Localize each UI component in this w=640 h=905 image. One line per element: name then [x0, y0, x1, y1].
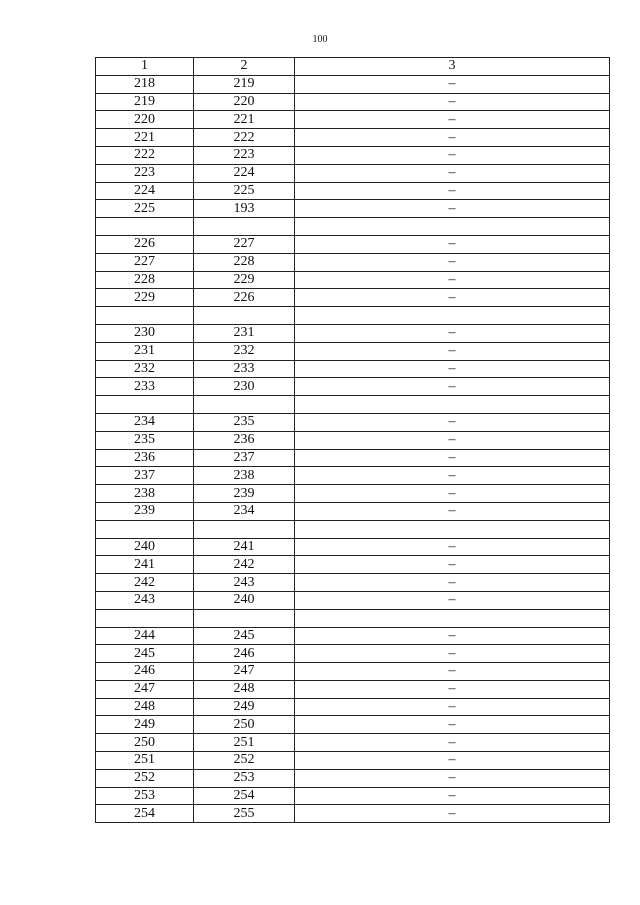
table-cell-col-2: 248: [194, 680, 295, 698]
table-cell-col-1: 254: [96, 805, 194, 823]
table-cell-col-3: [295, 520, 610, 538]
table-cell-col-3: –: [295, 805, 610, 823]
table-row: [96, 591, 610, 609]
table-cell-col-2: 220: [194, 93, 295, 111]
table-cell-col-3: –: [295, 324, 610, 342]
table-row: [96, 324, 610, 342]
table-cell-col-1: 253: [96, 787, 194, 805]
table-row: [96, 556, 610, 574]
table-row: [96, 271, 610, 289]
table-row: [96, 627, 610, 645]
header-cell-3: 3: [295, 58, 610, 76]
table-cell-col-3: –: [295, 235, 610, 253]
table-cell-col-2: [194, 307, 295, 325]
table-row: [96, 787, 610, 805]
table-cell-col-3: –: [295, 574, 610, 592]
table-row: [96, 378, 610, 396]
table-row: [96, 413, 610, 431]
table-cell-col-1: 227: [96, 253, 194, 271]
table-cell-col-2: 255: [194, 805, 295, 823]
table-row: [96, 182, 610, 200]
table-row: [96, 360, 610, 378]
table-row: [96, 307, 610, 325]
table-cell-col-1: 244: [96, 627, 194, 645]
table-cell-col-1: 246: [96, 663, 194, 681]
table-cell-col-1: 238: [96, 485, 194, 503]
table-cell-col-2: 252: [194, 752, 295, 770]
table-cell-col-3: –: [295, 253, 610, 271]
table-cell-col-3: [295, 396, 610, 414]
table-cell-col-1: 234: [96, 413, 194, 431]
table-cell-col-3: –: [295, 734, 610, 752]
table-row: [96, 663, 610, 681]
table-cell-col-1: 243: [96, 591, 194, 609]
table-cell-col-2: 232: [194, 342, 295, 360]
table-cell-col-1: 237: [96, 467, 194, 485]
table-cell-col-3: –: [295, 680, 610, 698]
table-cell-col-3: –: [295, 164, 610, 182]
header-cell-2: 2: [194, 58, 295, 76]
table-cell-col-2: 249: [194, 698, 295, 716]
table-cell-col-1: 242: [96, 574, 194, 592]
table-row: [96, 538, 610, 556]
table-cell-col-1: 218: [96, 75, 194, 93]
table-cell-col-2: 227: [194, 235, 295, 253]
table-cell-col-1: 231: [96, 342, 194, 360]
table-cell-col-2: 231: [194, 324, 295, 342]
table-cell-col-2: 241: [194, 538, 295, 556]
table-cell-col-1: 223: [96, 164, 194, 182]
table-cell-col-2: [194, 218, 295, 236]
table-row: [96, 752, 610, 770]
table-cell-col-1: [96, 520, 194, 538]
table-cell-col-2: 239: [194, 485, 295, 503]
table-cell-col-2: 223: [194, 146, 295, 164]
table-row: [96, 218, 610, 236]
table-cell-col-3: –: [295, 75, 610, 93]
table-cell-col-2: 237: [194, 449, 295, 467]
table-cell-col-1: 229: [96, 289, 194, 307]
table-cell-col-2: 229: [194, 271, 295, 289]
table-row: [96, 645, 610, 663]
table-cell-col-1: 236: [96, 449, 194, 467]
table-cell-col-1: 224: [96, 182, 194, 200]
table-cell-col-1: 252: [96, 769, 194, 787]
table-row: [96, 805, 610, 823]
table-cell-col-3: –: [295, 111, 610, 129]
table-cell-col-2: 240: [194, 591, 295, 609]
table-cell-col-3: –: [295, 200, 610, 218]
table-cell-col-1: 248: [96, 698, 194, 716]
page-number: 100: [312, 34, 328, 45]
table-cell-col-2: 230: [194, 378, 295, 396]
table-cell-col-1: 239: [96, 502, 194, 520]
data-table: [95, 57, 610, 823]
table-cell-col-2: [194, 609, 295, 627]
table-row: [96, 75, 610, 93]
table-row: [96, 716, 610, 734]
table-row: [96, 574, 610, 592]
table-cell-col-3: [295, 307, 610, 325]
table-cell-col-2: 222: [194, 129, 295, 147]
table-cell-col-1: 250: [96, 734, 194, 752]
table-row: [96, 734, 610, 752]
table-cell-col-2: [194, 520, 295, 538]
table-cell-col-1: 251: [96, 752, 194, 770]
table-cell-col-3: –: [295, 93, 610, 111]
table-cell-col-2: [194, 396, 295, 414]
table-cell-col-1: 247: [96, 680, 194, 698]
table-cell-col-3: –: [295, 752, 610, 770]
table-row: [96, 680, 610, 698]
table-row: [96, 467, 610, 485]
table-cell-col-3: –: [295, 485, 610, 503]
table-cell-col-2: 250: [194, 716, 295, 734]
table-cell-col-3: –: [295, 342, 610, 360]
table-cell-col-1: 221: [96, 129, 194, 147]
table-cell-col-2: 235: [194, 413, 295, 431]
table-cell-col-1: 233: [96, 378, 194, 396]
table-row: [96, 253, 610, 271]
table-cell-col-3: –: [295, 787, 610, 805]
table-cell-col-2: 193: [194, 200, 295, 218]
table-cell-col-2: 245: [194, 627, 295, 645]
table-cell-col-3: –: [295, 129, 610, 147]
table-cell-col-1: 249: [96, 716, 194, 734]
table-cell-col-2: 243: [194, 574, 295, 592]
table-cell-col-3: –: [295, 378, 610, 396]
table-body: [96, 58, 610, 823]
header-cell-1: 1: [96, 58, 194, 76]
table-cell-col-1: 232: [96, 360, 194, 378]
table-cell-col-2: 233: [194, 360, 295, 378]
table-cell-col-1: 228: [96, 271, 194, 289]
table-row: [96, 769, 610, 787]
table-cell-col-2: 242: [194, 556, 295, 574]
table-cell-col-2: 225: [194, 182, 295, 200]
table-cell-col-2: 228: [194, 253, 295, 271]
table-row: [96, 485, 610, 503]
table-cell-col-2: 221: [194, 111, 295, 129]
table-cell-col-3: –: [295, 627, 610, 645]
table-cell-col-2: 226: [194, 289, 295, 307]
table-cell-col-1: [96, 218, 194, 236]
table-cell-col-2: 251: [194, 734, 295, 752]
table-cell-col-2: 253: [194, 769, 295, 787]
table-cell-col-1: 245: [96, 645, 194, 663]
table-row: [96, 200, 610, 218]
table-cell-col-3: –: [295, 645, 610, 663]
table-cell-col-1: 241: [96, 556, 194, 574]
table-cell-col-1: [96, 396, 194, 414]
table-row: [96, 396, 610, 414]
table-cell-col-2: 246: [194, 645, 295, 663]
table-header-row: [96, 58, 610, 76]
table-row: [96, 698, 610, 716]
table-cell-col-2: 254: [194, 787, 295, 805]
table-cell-col-3: –: [295, 556, 610, 574]
table-cell-col-2: 247: [194, 663, 295, 681]
table-row: [96, 289, 610, 307]
table-cell-col-3: –: [295, 716, 610, 734]
table-cell-col-3: –: [295, 289, 610, 307]
table-cell-col-3: –: [295, 431, 610, 449]
table-cell-col-3: –: [295, 538, 610, 556]
table-row: [96, 502, 610, 520]
table-cell-col-3: –: [295, 502, 610, 520]
table-row: [96, 520, 610, 538]
table-cell-col-3: –: [295, 271, 610, 289]
table-row: [96, 93, 610, 111]
table-cell-col-1: [96, 307, 194, 325]
table-cell-col-3: –: [295, 769, 610, 787]
table-cell-col-3: –: [295, 663, 610, 681]
table-cell-col-1: 240: [96, 538, 194, 556]
table-cell-col-1: 235: [96, 431, 194, 449]
table-cell-col-1: 222: [96, 146, 194, 164]
table-cell-col-3: –: [295, 449, 610, 467]
table-cell-col-3: –: [295, 146, 610, 164]
table-cell-col-3: [295, 609, 610, 627]
table-cell-col-3: –: [295, 467, 610, 485]
table-row: [96, 609, 610, 627]
table-row: [96, 164, 610, 182]
table-cell-col-3: –: [295, 698, 610, 716]
table-cell-col-2: 224: [194, 164, 295, 182]
table-row: [96, 431, 610, 449]
table-cell-col-2: 238: [194, 467, 295, 485]
table-cell-col-3: [295, 218, 610, 236]
table-row: [96, 111, 610, 129]
table-row: [96, 146, 610, 164]
table-cell-col-2: 236: [194, 431, 295, 449]
table-row: [96, 342, 610, 360]
table-cell-col-3: –: [295, 413, 610, 431]
table-cell-col-2: 234: [194, 502, 295, 520]
table-cell-col-1: 226: [96, 235, 194, 253]
table-cell-col-3: –: [295, 360, 610, 378]
table-cell-col-1: 225: [96, 200, 194, 218]
table-cell-col-2: 219: [194, 75, 295, 93]
table-cell-col-1: 220: [96, 111, 194, 129]
table-cell-col-1: 230: [96, 324, 194, 342]
table-cell-col-3: –: [295, 591, 610, 609]
table-cell-col-1: [96, 609, 194, 627]
table-cell-col-3: –: [295, 182, 610, 200]
table-cell-col-1: 219: [96, 93, 194, 111]
table-row: [96, 449, 610, 467]
table-row: [96, 129, 610, 147]
table-row: [96, 235, 610, 253]
